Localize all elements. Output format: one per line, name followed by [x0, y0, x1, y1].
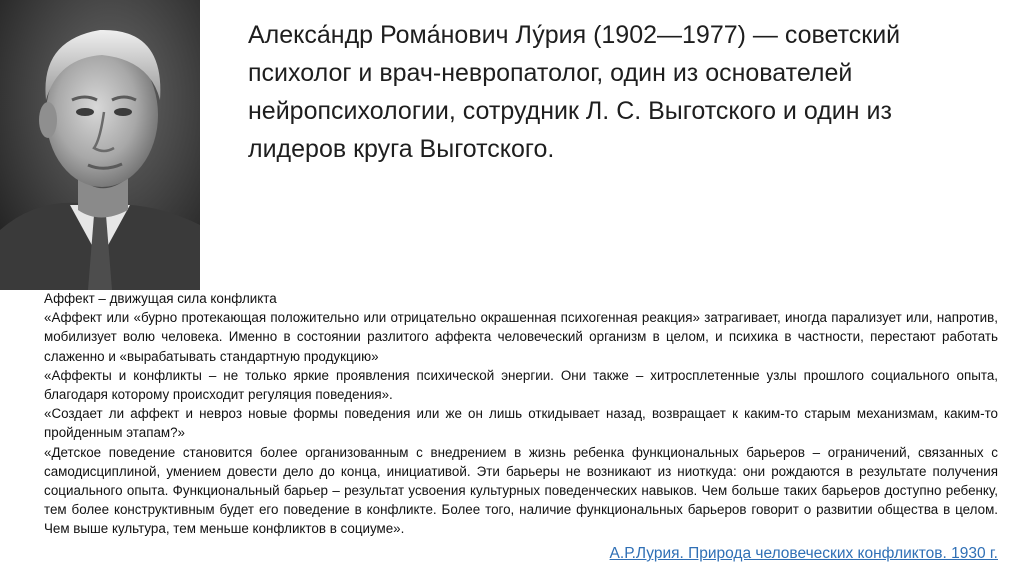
- page-title: Алекса́ндр Рома́нович Лу́рия (1902—1977) — советский психолог и врач-невропатолог, один из основателей нейропсихологии, сотрудник Л. С. Выготского и один из лидеров круга Выготского.: [248, 21, 901, 163]
- quote-paragraph: «Аффект или «бурно протекающая положительно или отрицательно окрашенная психогенная реакция» затрагивает, иногда парализует или, напротив, мобилизует волю человека. Именно в состоянии разлитого аффекта человеческий организм в целом, и психика в частности, перестают работать слаженно и «вырабатывать стандартную продукцию»: [44, 310, 998, 364]
- quote-paragraph: «Детское поведение становится более организованным с внедрением в жизнь ребенка функциональных барьеров – ограничений, связанных с самодисциплиной, умением довести дело до конца, инициативой. Эти барьеры не возникают из ниоткуда: они рождаются в результате получения социального опыта. Функциональный барьер – результат усвоения культурных поведенческих навыков. Чем больше таких барьеров доступно ребенку, тем более конструктивным будет его поведение в конфликте. Более того, наличие функциональных барьеров говорит о развитии общества в целом. Чем выше культура, тем меньше конфликтов в социуме».: [44, 444, 998, 537]
- quote-paragraph: «Аффекты и конфликты – не только яркие проявления психической энергии. Они также – хитросплетенные узлы прошлого социального опыта, благодаря которому происходит регуляция поведения».: [44, 367, 998, 403]
- source-link[interactable]: А.Р.Лурия. Природа человеческих конфликтов. 1930 г.: [609, 545, 998, 562]
- quote-paragraph-title: Аффект – движущая сила конфликта: [44, 291, 277, 306]
- portrait-photo: [0, 0, 200, 290]
- quote-text-block: [44, 289, 998, 539]
- quote-paragraph: «Создает ли аффект и невроз новые формы поведения или же он лишь откидывает назад, возвращает к каким-то старым механизмам, каким-то пройденным этапам?»: [44, 406, 998, 441]
